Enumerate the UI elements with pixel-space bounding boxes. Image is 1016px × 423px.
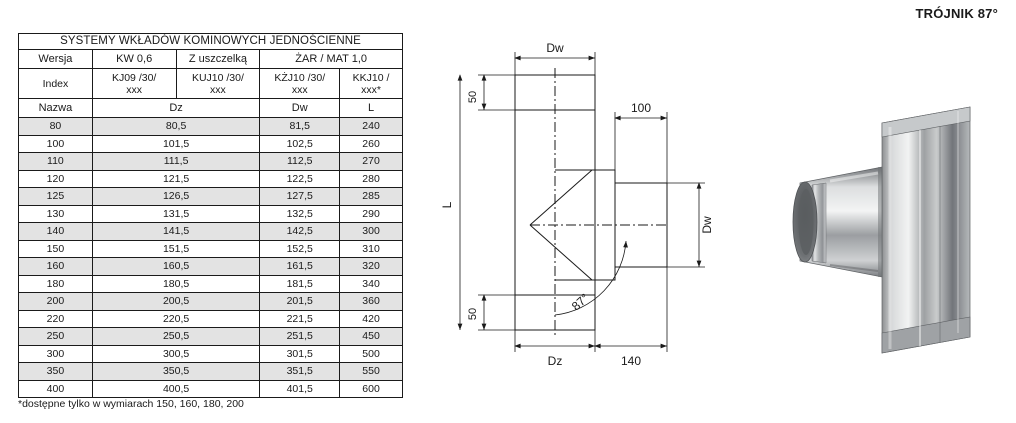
cell-dz: 220,5 xyxy=(92,310,260,328)
cell-dz: 180,5 xyxy=(92,275,260,293)
cell-nazwa: 250 xyxy=(19,328,93,346)
cell-l: 550 xyxy=(340,363,403,381)
spec-table-body xyxy=(19,118,403,398)
table-row xyxy=(19,240,403,258)
cell-l: 290 xyxy=(340,205,403,223)
spec-table xyxy=(18,33,403,398)
table-row-names xyxy=(19,99,403,118)
table-row xyxy=(19,153,403,171)
dim-50-bottom: 50 xyxy=(467,307,479,321)
cell-dz: 350,5 xyxy=(92,363,260,381)
version-kw: KW 0,6 xyxy=(92,50,176,69)
table-row xyxy=(19,205,403,223)
cell-l: 300 xyxy=(340,223,403,241)
table-row xyxy=(19,328,403,346)
dim-l-left: L xyxy=(440,201,454,209)
cell-l: 360 xyxy=(340,293,403,311)
cell-dz: 126,5 xyxy=(92,188,260,206)
cell-nazwa: 110 xyxy=(19,153,93,171)
product-photo xyxy=(790,105,1005,355)
index-kj09: KJ09 /30/ xxx xyxy=(92,69,176,99)
cell-dw: 181,5 xyxy=(260,275,340,293)
cell-l: 240 xyxy=(340,118,403,136)
cell-dz: 111,5 xyxy=(92,153,260,171)
table-title-row xyxy=(19,34,403,50)
page-title: TRÓJNIK 87° xyxy=(915,6,998,21)
cell-dw: 201,5 xyxy=(260,293,340,311)
cell-nazwa: 200 xyxy=(19,293,93,311)
cell-l: 260 xyxy=(340,135,403,153)
cell-dw: 401,5 xyxy=(260,380,340,398)
cell-dw: 127,5 xyxy=(260,188,340,206)
names-l: L xyxy=(340,99,403,118)
cell-l: 310 xyxy=(340,240,403,258)
table-row xyxy=(19,380,403,398)
table-row-version xyxy=(19,50,403,69)
spec-table-container xyxy=(18,33,403,398)
cell-dz: 250,5 xyxy=(92,328,260,346)
cell-dz: 160,5 xyxy=(92,258,260,276)
cell-nazwa: 130 xyxy=(19,205,93,223)
cell-nazwa: 300 xyxy=(19,345,93,363)
index-label: Index xyxy=(19,69,93,99)
dim-50-top: 50 xyxy=(467,90,479,104)
version-label: Wersja xyxy=(19,50,93,69)
cell-dz: 101,5 xyxy=(92,135,260,153)
cell-dw: 81,5 xyxy=(260,118,340,136)
cell-l: 280 xyxy=(340,170,403,188)
cell-l: 450 xyxy=(340,328,403,346)
cell-nazwa: 350 xyxy=(19,363,93,381)
cell-nazwa: 220 xyxy=(19,310,93,328)
cell-dw: 301,5 xyxy=(260,345,340,363)
dim-140: 140 xyxy=(620,354,642,368)
cell-l: 320 xyxy=(340,258,403,276)
dim-dz-bottom: Dz xyxy=(547,354,563,368)
cell-l: 500 xyxy=(340,345,403,363)
cell-dw: 152,5 xyxy=(260,240,340,258)
table-row-index xyxy=(19,69,403,99)
table-row xyxy=(19,135,403,153)
cell-dw: 251,5 xyxy=(260,328,340,346)
version-seal: Z uszczelką xyxy=(176,50,260,69)
cell-dw: 132,5 xyxy=(260,205,340,223)
table-row xyxy=(19,258,403,276)
dim-dw-right: Dw xyxy=(700,216,714,234)
cell-nazwa: 125 xyxy=(19,188,93,206)
index-kkj10: KKJ10 / xxx* xyxy=(340,69,403,99)
cell-dz: 121,5 xyxy=(92,170,260,188)
names-label: Nazwa xyxy=(19,99,93,118)
cell-l: 600 xyxy=(340,380,403,398)
cell-nazwa: 150 xyxy=(19,240,93,258)
table-title: SYSTEMY WKŁADÓW KOMINOWYCH JEDNOŚCIENNE xyxy=(19,34,403,50)
table-row xyxy=(19,118,403,136)
cell-dz: 80,5 xyxy=(92,118,260,136)
cell-dw: 161,5 xyxy=(260,258,340,276)
cell-l: 285 xyxy=(340,188,403,206)
index-kzj10: KŻJ10 /30/ xxx xyxy=(260,69,340,99)
cell-nazwa: 160 xyxy=(19,258,93,276)
cell-nazwa: 100 xyxy=(19,135,93,153)
cell-dw: 102,5 xyxy=(260,135,340,153)
dim-100: 100 xyxy=(630,101,652,115)
table-row xyxy=(19,345,403,363)
cell-dw: 351,5 xyxy=(260,363,340,381)
dim-dw-top: Dw xyxy=(546,41,564,55)
cell-dw: 112,5 xyxy=(260,153,340,171)
table-row xyxy=(19,310,403,328)
cell-dz: 300,5 xyxy=(92,345,260,363)
dim-angle-87: 87° xyxy=(568,290,592,314)
cell-nazwa: 120 xyxy=(19,170,93,188)
cell-nazwa: 400 xyxy=(19,380,93,398)
cell-dw: 221,5 xyxy=(260,310,340,328)
version-zar: ŻAR / MAT 1,0 xyxy=(260,50,403,69)
cell-dw: 122,5 xyxy=(260,170,340,188)
index-kuj10: KUJ10 /30/ xxx xyxy=(176,69,260,99)
table-row xyxy=(19,188,403,206)
table-row xyxy=(19,170,403,188)
names-dw: Dw xyxy=(260,99,340,118)
cell-dz: 151,5 xyxy=(92,240,260,258)
cell-nazwa: 180 xyxy=(19,275,93,293)
cell-l: 420 xyxy=(340,310,403,328)
cell-l: 270 xyxy=(340,153,403,171)
cell-nazwa: 80 xyxy=(19,118,93,136)
table-footnote: *dostępne tylko w wymiarach 150, 160, 180, 200 xyxy=(18,398,244,410)
names-dz: Dz xyxy=(92,99,260,118)
cell-dz: 131,5 xyxy=(92,205,260,223)
cell-l: 340 xyxy=(340,275,403,293)
cell-nazwa: 140 xyxy=(19,223,93,241)
technical-drawing xyxy=(420,40,780,370)
table-row xyxy=(19,223,403,241)
cell-dz: 141,5 xyxy=(92,223,260,241)
drawing-svg xyxy=(420,40,780,370)
cell-dw: 142,5 xyxy=(260,223,340,241)
table-row xyxy=(19,293,403,311)
table-row xyxy=(19,363,403,381)
cell-dz: 400,5 xyxy=(92,380,260,398)
table-row xyxy=(19,275,403,293)
product-photo-svg xyxy=(790,105,1005,355)
cell-dz: 200,5 xyxy=(92,293,260,311)
